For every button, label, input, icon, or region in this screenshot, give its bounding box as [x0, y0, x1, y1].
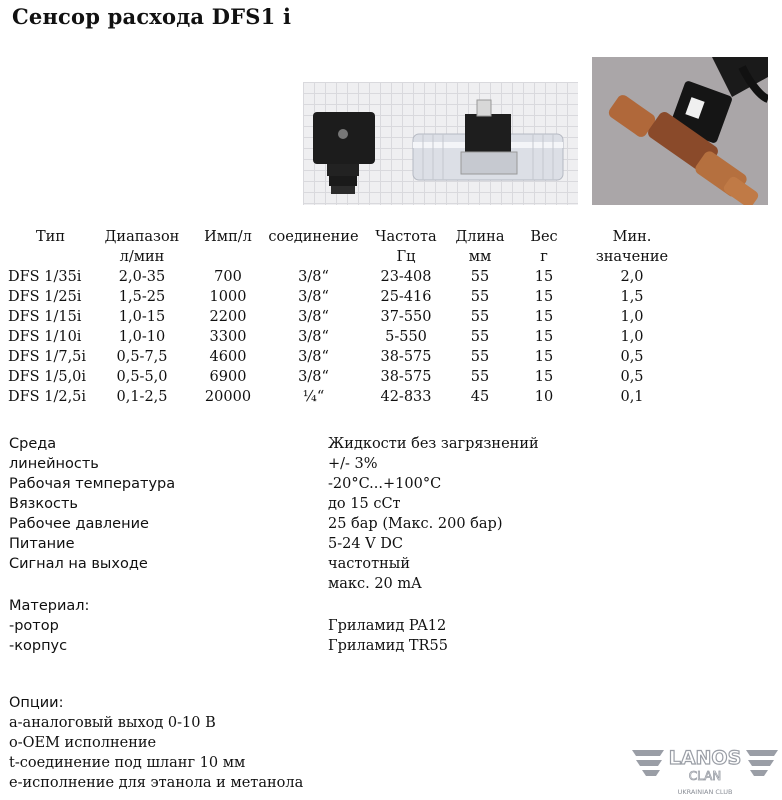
table-cell: 15 [534, 309, 554, 325]
logo-name: LANOS [668, 747, 742, 769]
table-cell: DFS 1/5,0i [8, 369, 87, 385]
table-cell: ¼“ [302, 389, 325, 405]
table-cell: 1,0-15 [118, 309, 166, 325]
option-item: e-исполнение для этанола и метанола [9, 775, 304, 791]
table-cell: 3/8“ [298, 329, 329, 345]
table-cell: 3/8“ [298, 269, 329, 285]
table-cell: 38-575 [380, 369, 432, 385]
table-cell: 25-416 [380, 289, 432, 305]
table-cell: 3/8“ [298, 309, 329, 325]
table-cell: 1,0-10 [118, 329, 166, 345]
property-value: +/- 3% [328, 456, 378, 472]
table-cell: 55 [470, 269, 490, 285]
table-cell: 3/8“ [298, 349, 329, 365]
logo-sub: CLAN [688, 769, 722, 783]
option-item: a-аналоговый выход 0-10 В [9, 715, 216, 731]
table-cell: 2200 [209, 309, 247, 325]
logo-tagline: UKRAINIAN CLUB [677, 788, 733, 796]
table-cell: 1,0 [620, 329, 644, 345]
table-cell: 0,5-5,0 [116, 369, 168, 385]
table-header-cell: Мин. [612, 229, 652, 245]
table-header-cell: соединение [268, 229, 359, 245]
table-header-cell [265, 247, 362, 267]
table-cell: DFS 1/25i [8, 289, 82, 305]
property-value: -20°C...+100°C [328, 476, 442, 492]
table-row [8, 287, 686, 307]
table-cell: 55 [470, 289, 490, 305]
property-label: Сигнал на выходе [9, 556, 148, 572]
table-cell: 37-550 [380, 309, 432, 325]
table-header-cell: Диапазон [104, 229, 180, 245]
table-cell: 1,5 [620, 289, 644, 305]
table-cell: 0,5 [620, 369, 644, 385]
property-label: Рабочая температура [9, 476, 176, 492]
table-cell: 0,1 [620, 389, 644, 405]
table-cell: 15 [534, 269, 554, 285]
table-cell: 55 [470, 349, 490, 365]
table-header-cell: Длина [455, 229, 505, 245]
table-cell: 20000 [204, 389, 252, 405]
material-value: Гриламид TR55 [328, 638, 448, 654]
table-cell: DFS 1/35i [8, 269, 82, 285]
table-header-cell: г [540, 249, 548, 265]
table-cell: 3/8“ [298, 369, 329, 385]
option-item: o-OEM исполнение [9, 735, 157, 751]
table-cell: 5-550 [385, 329, 427, 345]
installed-sensor-illustration [592, 57, 768, 205]
table-cell: 2,0-35 [118, 269, 166, 285]
sensor-illustration [303, 82, 578, 205]
table-cell: 15 [534, 349, 554, 365]
table-cell: 15 [534, 369, 554, 385]
table-cell: 15 [534, 329, 554, 345]
table-header-cell: Гц [396, 249, 416, 265]
option-item: t-соединение под шланг 10 мм [9, 755, 246, 771]
product-photo-sensor [303, 82, 578, 205]
table-cell: 2,0 [620, 269, 644, 285]
table-cell: 23-408 [380, 269, 432, 285]
table-row [8, 367, 686, 387]
property-label: Вязкость [9, 496, 78, 512]
property-value: 25 бар (Макс. 200 бар) [328, 516, 503, 532]
table-row [8, 267, 686, 287]
table-cell: 0,5-7,5 [116, 349, 168, 365]
material-heading: Материал: [9, 598, 90, 614]
table-cell: 15 [534, 289, 554, 305]
table-header-cell: Вес [530, 229, 558, 245]
table-header-row [8, 247, 686, 267]
table-cell: 3300 [209, 329, 247, 345]
table-cell: 1,0 [620, 309, 644, 325]
material-label: -ротор [9, 618, 59, 634]
property-label: Рабочее давление [9, 516, 149, 532]
table-cell: 700 [214, 269, 242, 285]
options-section [9, 693, 303, 793]
table-cell: DFS 1/7,5i [8, 349, 87, 365]
table-cell: DFS 1/2,5i [8, 389, 87, 405]
table-row [8, 347, 686, 367]
table-row [8, 307, 686, 327]
table-cell: DFS 1/10i [8, 329, 82, 345]
material-label: -корпус [9, 638, 68, 654]
table-cell: 3/8“ [298, 289, 329, 305]
property-label: линейность [9, 456, 99, 472]
table-cell: 1000 [209, 289, 247, 305]
table-row [8, 387, 686, 407]
table-cell: 38-575 [380, 349, 432, 365]
table-cell: 55 [470, 369, 490, 385]
options-heading: Опции: [9, 695, 64, 711]
table-header-cell: мм [468, 249, 492, 265]
table-header-cell: Частота [375, 229, 437, 245]
property-value: частотный [328, 556, 410, 572]
table-row [8, 327, 686, 347]
table-cell: 0,5 [620, 349, 644, 365]
table-cell: 6900 [209, 369, 247, 385]
table-header-cell [191, 247, 265, 267]
property-value: макс. 20 mA [328, 576, 422, 592]
table-cell: 55 [470, 309, 490, 325]
table-cell: 55 [470, 329, 490, 345]
lanos-clan-logo [630, 736, 780, 798]
table-header-row [8, 227, 686, 247]
table-cell: DFS 1/15i [8, 309, 82, 325]
material-value: Гриламид PA12 [328, 618, 447, 634]
table-cell: 4600 [209, 349, 247, 365]
table-cell: 45 [470, 389, 490, 405]
table-cell: 10 [534, 389, 554, 405]
table-header-cell [8, 247, 93, 267]
product-photo-installed [592, 57, 768, 205]
property-value: 5-24 V DC [328, 536, 403, 552]
table-cell: 1,5-25 [118, 289, 166, 305]
specs-table [8, 227, 686, 407]
table-header-cell: Имп/л [204, 229, 252, 245]
table-header-cell: л/мин [119, 249, 165, 265]
property-label: Питание [9, 536, 75, 552]
property-value: Жидкости без загрязнений [328, 436, 539, 452]
table-cell: 42-833 [380, 389, 432, 405]
property-value: до 15 сСт [328, 496, 401, 512]
page-title: Сенсор расхода DFS1 i [12, 4, 292, 29]
table-cell: 0,1-2,5 [116, 389, 168, 405]
property-label: Среда [9, 436, 57, 452]
table-header-cell: Тип [36, 229, 65, 245]
table-header-cell: значение [595, 249, 669, 265]
